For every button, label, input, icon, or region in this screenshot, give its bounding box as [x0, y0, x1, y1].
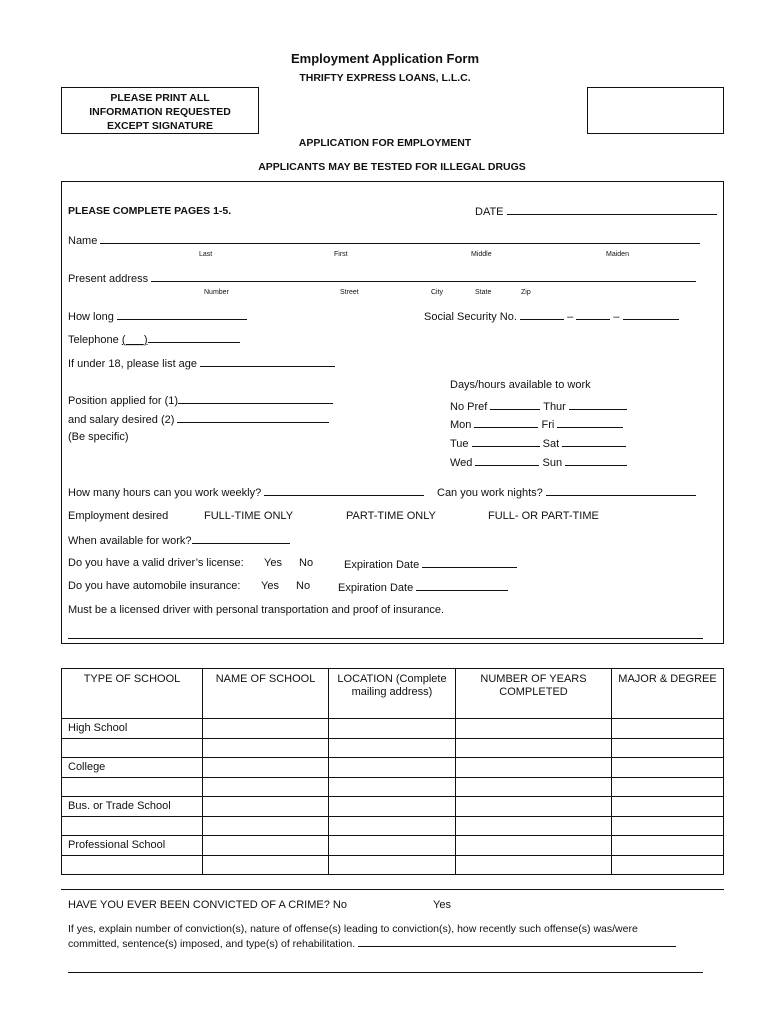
how-long-field[interactable]: [68, 309, 247, 323]
expiration-label: Expiration Date: [338, 582, 414, 594]
day-label: No Pref: [450, 401, 488, 413]
table-cell[interactable]: [612, 758, 724, 778]
table-cell[interactable]: [329, 719, 456, 739]
days-available-title: Days/hours available to work: [450, 379, 591, 391]
school-type-cell: Professional School: [62, 836, 203, 856]
crime-explain-field[interactable]: [68, 936, 676, 950]
ssn-dash: –: [613, 311, 620, 323]
blank-line[interactable]: [68, 972, 703, 973]
table-cell[interactable]: [612, 816, 724, 836]
insurance-no-option[interactable]: No: [296, 580, 311, 592]
table-cell[interactable]: [456, 719, 612, 739]
print-notice-line: EXCEPT SIGNATURE: [107, 120, 213, 132]
license-expiration-field[interactable]: [344, 557, 517, 571]
date-field[interactable]: [475, 204, 717, 218]
days-row[interactable]: [450, 399, 627, 413]
name-field[interactable]: [68, 233, 700, 247]
days-row[interactable]: [450, 417, 623, 431]
blank-line[interactable]: [68, 638, 703, 639]
address-sublabel: Street: [340, 289, 359, 296]
telephone-field[interactable]: [68, 332, 240, 346]
table-row: [62, 777, 724, 797]
license-yes-option[interactable]: Yes: [264, 557, 282, 569]
be-specific-note: (Be specific): [68, 431, 129, 443]
position-label-2: and salary desired (2): [68, 414, 175, 426]
table-row: [62, 758, 724, 778]
school-type-cell: [62, 777, 203, 797]
table-cell[interactable]: [612, 836, 724, 856]
table-cell[interactable]: [329, 738, 456, 758]
table-cell[interactable]: [612, 855, 724, 875]
day-label: Tue: [450, 438, 469, 450]
name-sublabel: First: [334, 251, 348, 258]
day-label: Mon: [450, 419, 472, 431]
position-label-1: Position applied for (1): [68, 395, 179, 407]
table-cell[interactable]: [203, 855, 329, 875]
how-long-label: How long: [68, 311, 114, 323]
employment-desired-label: Employment desired: [68, 510, 169, 522]
nights-label: Can you work nights?: [437, 487, 543, 499]
table-row: [62, 816, 724, 836]
drug-notice: APPLICANTS MAY BE TESTED FOR ILLEGAL DRUGS: [258, 161, 526, 173]
name-sublabel: Middle: [471, 251, 492, 258]
school-type-cell: High School: [62, 719, 203, 739]
table-cell[interactable]: [612, 719, 724, 739]
section-divider: [61, 889, 724, 890]
telephone-label: Telephone: [68, 334, 119, 346]
table-row: [62, 738, 724, 758]
address-sublabel: Number: [204, 289, 229, 296]
license-question: Do you have a valid driver’s license:: [68, 557, 244, 569]
under-18-age-field[interactable]: [68, 356, 335, 370]
table-cell[interactable]: [329, 758, 456, 778]
table-cell[interactable]: [329, 816, 456, 836]
table-cell[interactable]: [456, 777, 612, 797]
table-cell[interactable]: [329, 836, 456, 856]
page-title: Employment Application Form: [290, 51, 480, 66]
part-time-option[interactable]: PART-TIME ONLY: [346, 510, 436, 522]
license-no-option[interactable]: No: [299, 557, 314, 569]
table-cell[interactable]: [456, 758, 612, 778]
position-field-2[interactable]: [68, 412, 329, 426]
hours-weekly-label: How many hours can you work weekly?: [68, 487, 262, 499]
form-subtitle: APPLICATION FOR EMPLOYMENT: [298, 137, 472, 149]
column-header: TYPE OF SCHOOL: [62, 669, 203, 719]
print-notice-line: PLEASE PRINT ALL: [110, 92, 210, 104]
address-sublabel: Zip: [521, 289, 531, 296]
column-header: MAJOR & DEGREE: [612, 669, 724, 719]
table-cell[interactable]: [329, 797, 456, 817]
table-cell[interactable]: [203, 797, 329, 817]
day-label: Fri: [541, 419, 555, 431]
expiration-label: Expiration Date: [344, 559, 420, 571]
name-sublabel: Last: [199, 251, 213, 258]
table-cell[interactable]: [456, 855, 612, 875]
school-type-cell: [62, 855, 203, 875]
ssn-label: Social Security No.: [424, 311, 517, 323]
when-available-label: When available for work?: [68, 535, 192, 547]
table-cell[interactable]: [203, 816, 329, 836]
date-label: DATE: [475, 206, 504, 218]
table-cell[interactable]: [203, 758, 329, 778]
column-header: NUMBER OF YEARS COMPLETED: [456, 669, 612, 719]
day-label: Sat: [542, 438, 560, 450]
insurance-yes-option[interactable]: Yes: [261, 580, 279, 592]
days-row[interactable]: [450, 436, 626, 450]
crime-explain-text-2: committed, sentence(s) imposed, and type(s) of rehabilitation.: [68, 938, 356, 950]
table-cell[interactable]: [456, 738, 612, 758]
table-cell[interactable]: [203, 719, 329, 739]
table-cell[interactable]: [203, 738, 329, 758]
table-cell[interactable]: [329, 777, 456, 797]
school-type-cell: College: [62, 758, 203, 778]
column-header: LOCATION (Complete mailing address): [329, 669, 456, 719]
column-header: NAME OF SCHOOL: [203, 669, 329, 719]
name-label: Name: [68, 235, 98, 247]
table-cell[interactable]: [203, 777, 329, 797]
education-header-row: [62, 669, 724, 719]
ssn-dash: –: [567, 311, 574, 323]
company-name: THRIFTY EXPRESS LOANS, L.L.C.: [299, 72, 471, 84]
position-field-1[interactable]: [68, 393, 333, 407]
education-table: [61, 668, 724, 875]
day-label: Wed: [450, 457, 473, 469]
crime-yes-option[interactable]: Yes: [433, 899, 451, 911]
print-notice-box: [61, 87, 259, 134]
address-sublabel: State: [475, 289, 492, 296]
days-row[interactable]: [450, 455, 627, 469]
insurance-expiration-field[interactable]: [338, 580, 508, 594]
table-cell[interactable]: [456, 836, 612, 856]
full-or-part-time-option[interactable]: FULL- OR PART-TIME: [488, 510, 599, 522]
under-18-label: If under 18, please list age: [68, 358, 198, 370]
table-row: [62, 836, 724, 856]
name-sublabel: Maiden: [606, 251, 629, 258]
table-cell[interactable]: [612, 797, 724, 817]
crime-question: [68, 899, 347, 911]
area-code: (___): [121, 334, 148, 346]
nights-field[interactable]: [437, 485, 696, 499]
address-sublabel: City: [431, 289, 444, 296]
ssn-field[interactable]: [424, 309, 679, 323]
office-use-box[interactable]: [587, 87, 724, 134]
licensed-driver-note: Must be a licensed driver with personal transportation and proof of insurance.: [68, 604, 445, 616]
table-cell[interactable]: [612, 777, 724, 797]
address-label: Present address: [68, 273, 149, 285]
insurance-question: Do you have automobile insurance:: [68, 580, 241, 592]
table-cell[interactable]: [456, 797, 612, 817]
school-type-cell: [62, 738, 203, 758]
day-label: Sun: [542, 457, 563, 469]
full-time-option[interactable]: FULL-TIME ONLY: [204, 510, 294, 522]
crime-question-label: HAVE YOU EVER BEEN CONVICTED OF A CRIME?: [68, 899, 330, 911]
table-cell[interactable]: [612, 738, 724, 758]
complete-pages-note: PLEASE COMPLETE PAGES 1-5.: [68, 205, 232, 217]
table-cell[interactable]: [203, 836, 329, 856]
table-cell[interactable]: [456, 816, 612, 836]
address-field[interactable]: [68, 271, 696, 285]
day-label: Thur: [543, 401, 566, 413]
when-available-field[interactable]: [68, 533, 290, 547]
table-cell[interactable]: [329, 855, 456, 875]
print-notice-line: INFORMATION REQUESTED: [89, 106, 231, 118]
crime-no-option[interactable]: No: [332, 899, 347, 911]
school-type-cell: [62, 816, 203, 836]
school-type-cell: Bus. or Trade School: [62, 797, 203, 817]
table-row: [62, 797, 724, 817]
hours-weekly-field[interactable]: [68, 485, 424, 499]
table-row: [62, 719, 724, 739]
crime-explain-text: If yes, explain number of conviction(s), nature of offense(s) leading to conviction(s), how recently such offense(s) was/were: [68, 923, 638, 935]
table-row: [62, 855, 724, 875]
